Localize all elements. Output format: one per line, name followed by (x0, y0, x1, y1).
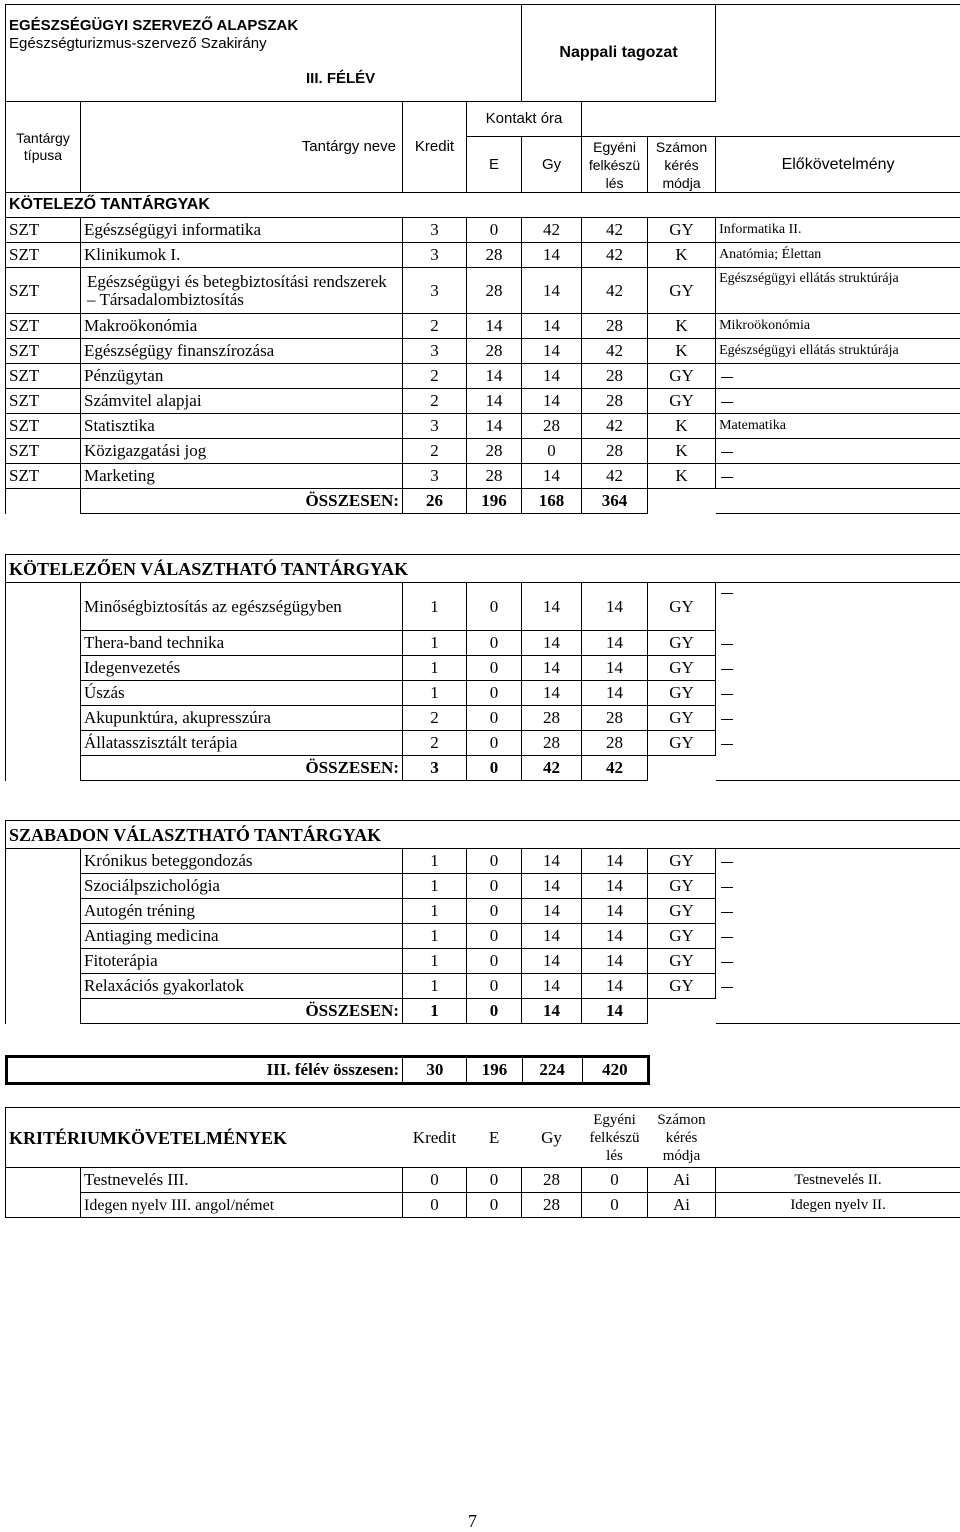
mandatory-total-gy: 168 (522, 489, 582, 514)
subject-e: 14 (467, 389, 522, 414)
subject-exam: GY (648, 949, 716, 974)
subject-prereq (716, 364, 960, 389)
table-row (6, 1193, 960, 1218)
subject-name: Akupunktúra, akupresszúra (81, 706, 403, 731)
subject-gy: 14 (522, 949, 582, 974)
row-spacer (6, 924, 81, 949)
subject-prereq (716, 631, 960, 656)
subject-type: SZT (6, 414, 81, 439)
subject-exam: GY (648, 924, 716, 949)
criteria-rows (6, 1168, 960, 1218)
subject-e: 0 (467, 631, 522, 656)
subject-e: 0 (467, 924, 522, 949)
free-total-e: 0 (467, 999, 522, 1024)
program-title-cell (6, 5, 522, 102)
table-row (6, 268, 960, 314)
subject-prereq (716, 389, 960, 414)
subject-credit: 2 (403, 314, 467, 339)
subject-prereq: Egészségügyi ellátás struktúrája (716, 268, 960, 314)
table-row (6, 899, 960, 924)
row-spacer (6, 631, 81, 656)
subject-type: SZT (6, 389, 81, 414)
table-row (6, 243, 960, 268)
subject-gy: 28 (522, 414, 582, 439)
row-spacer (6, 849, 81, 874)
subject-self: 14 (582, 583, 648, 631)
subject-name: Antiaging medicina (81, 924, 403, 949)
subject-name: Szociálpszichológia (81, 874, 403, 899)
subject-prereq (716, 656, 960, 681)
subject-exam: GY (648, 631, 716, 656)
subject-gy: 14 (522, 849, 582, 874)
subject-gy: 14 (522, 681, 582, 706)
subject-exam: K (648, 339, 716, 364)
subject-e: 28 (467, 339, 522, 364)
study-mode: Nappali tagozat (522, 5, 716, 102)
table-row (6, 1168, 960, 1193)
subject-self: 14 (582, 899, 648, 924)
criteria-col-exam: Számon kérés módja (648, 1108, 716, 1168)
subject-self: 28 (582, 364, 648, 389)
dash-mark (721, 644, 733, 645)
subject-e: 0 (467, 899, 522, 924)
subject-gy: 14 (522, 631, 582, 656)
subject-prereq: Testnevelés II. (716, 1168, 960, 1193)
subject-e: 0 (467, 218, 522, 243)
subject-credit: 3 (403, 268, 467, 314)
subject-e: 14 (467, 364, 522, 389)
subject-prereq (716, 849, 960, 874)
subject-self: 42 (582, 414, 648, 439)
subject-prereq (716, 464, 960, 489)
subject-prereq: Mikroökonómia (716, 314, 960, 339)
col-gy-header: Gy (522, 137, 582, 193)
subject-gy: 14 (522, 389, 582, 414)
row-spacer (6, 1168, 81, 1193)
table-row (6, 974, 960, 999)
page-number: 7 (468, 1511, 477, 1532)
subject-e: 0 (467, 1168, 522, 1193)
subject-e: 0 (467, 974, 522, 999)
mandatory-section-title: KÖTELEZŐ TANTÁRGYAK (6, 193, 960, 218)
subject-credit: 2 (403, 731, 467, 756)
subject-gy: 14 (522, 874, 582, 899)
subject-self: 42 (582, 243, 648, 268)
subject-prereq (716, 949, 960, 974)
subject-gy: 0 (522, 439, 582, 464)
subject-e: 0 (467, 656, 522, 681)
subject-self: 14 (582, 949, 648, 974)
table-row (6, 218, 960, 243)
table-row (6, 339, 960, 364)
free-section-title: SZABADON VÁLASZTHATÓ TANTÁRGYAK (6, 821, 960, 849)
subject-self: 28 (582, 731, 648, 756)
subject-self: 28 (582, 314, 648, 339)
table-row (6, 464, 960, 489)
subject-e: 28 (467, 464, 522, 489)
subject-exam: GY (648, 583, 716, 631)
subject-gy: 28 (522, 1193, 582, 1218)
criteria-col-e: E (467, 1108, 522, 1168)
dash-mark (721, 912, 733, 913)
subject-name: Krónikus beteggondozás (81, 849, 403, 874)
dash-mark (721, 719, 733, 720)
elective-total-credit: 3 (403, 756, 467, 781)
subject-exam: GY (648, 389, 716, 414)
subject-gy: 14 (522, 899, 582, 924)
dash-mark (721, 887, 733, 888)
subject-self: 14 (582, 656, 648, 681)
subject-name: Makroökonómia (81, 314, 403, 339)
subject-gy: 28 (522, 1168, 582, 1193)
dash-mark (721, 477, 733, 478)
table-row (6, 874, 960, 899)
program-specialization: Egészségturizmus-szervező Szakirány (9, 35, 518, 53)
subject-prereq (716, 974, 960, 999)
col-type-header: Tantárgy típusa (6, 102, 81, 193)
elective-section-title: KÖTELEZŐEN VÁLASZTHATÓ TANTÁRGYAK (6, 555, 960, 583)
subject-self: 14 (582, 681, 648, 706)
subject-self: 42 (582, 339, 648, 364)
subject-prereq (716, 874, 960, 899)
semester-total-table (5, 1055, 650, 1085)
subject-name: Fitoterápia (81, 949, 403, 974)
subject-credit: 1 (403, 899, 467, 924)
subject-e: 0 (467, 874, 522, 899)
subject-credit: 3 (403, 218, 467, 243)
table-row (6, 924, 960, 949)
dash-mark (721, 377, 733, 378)
subject-exam: K (648, 243, 716, 268)
dash-mark (721, 937, 733, 938)
subject-credit: 2 (403, 364, 467, 389)
subject-exam: GY (648, 656, 716, 681)
subject-exam: GY (648, 849, 716, 874)
dash-mark (721, 862, 733, 863)
subject-name: Statisztika (81, 414, 403, 439)
row-spacer (6, 974, 81, 999)
table-row (6, 364, 960, 389)
subject-self: 0 (582, 1168, 648, 1193)
subject-name: Egészségügyi informatika (81, 218, 403, 243)
subject-name: Idegen nyelv III. angol/német (81, 1193, 403, 1218)
subject-type: SZT (6, 218, 81, 243)
subject-name: Úszás (81, 681, 403, 706)
subject-type: SZT (6, 243, 81, 268)
row-spacer (6, 706, 81, 731)
mandatory-subjects-table (5, 4, 960, 514)
table-row (6, 314, 960, 339)
subject-credit: 1 (403, 631, 467, 656)
row-spacer (6, 1193, 81, 1218)
subject-prereq (716, 899, 960, 924)
table-row (6, 414, 960, 439)
dash-mark (721, 669, 733, 670)
subject-credit: 2 (403, 389, 467, 414)
table-row (6, 439, 960, 464)
free-total-self: 14 (582, 999, 648, 1024)
subject-credit: 1 (403, 681, 467, 706)
subject-e: 28 (467, 268, 522, 314)
subject-e: 0 (467, 731, 522, 756)
table-row (6, 631, 960, 656)
dash-mark (721, 987, 733, 988)
subject-prereq: Informatika II. (716, 218, 960, 243)
subject-credit: 3 (403, 243, 467, 268)
mandatory-total-e: 196 (467, 489, 522, 514)
subject-e: 28 (467, 243, 522, 268)
subject-prereq: Matematika (716, 414, 960, 439)
subject-type: SZT (6, 464, 81, 489)
table-row (6, 949, 960, 974)
subject-e: 0 (467, 706, 522, 731)
mandatory-rows (6, 218, 960, 489)
criteria-title: KRITÉRIUMKÖVETELMÉNYEK (6, 1108, 403, 1168)
subject-gy: 14 (522, 656, 582, 681)
subject-self: 28 (582, 389, 648, 414)
subject-self: 14 (582, 631, 648, 656)
semester-total-e: 196 (467, 1057, 522, 1084)
subject-e: 14 (467, 314, 522, 339)
subject-credit: 1 (403, 924, 467, 949)
subject-gy: 14 (522, 974, 582, 999)
elective-total-e: 0 (467, 756, 522, 781)
subject-e: 0 (467, 849, 522, 874)
criteria-col-gy: Gy (522, 1108, 582, 1168)
subject-credit: 1 (403, 583, 467, 631)
subject-gy: 14 (522, 243, 582, 268)
program-title: EGÉSZSÉGÜGYI SZERVEZŐ ALAPSZAK (9, 17, 518, 35)
subject-prereq: Idegen nyelv II. (716, 1193, 960, 1218)
subject-name: Thera-band technika (81, 631, 403, 656)
row-spacer (6, 949, 81, 974)
subject-gy: 14 (522, 268, 582, 314)
elective-total-label: ÖSSZESEN: (81, 756, 403, 781)
table-row (6, 389, 960, 414)
subject-credit: 2 (403, 706, 467, 731)
subject-exam: K (648, 414, 716, 439)
subject-prereq: Egészségügyi ellátás struktúrája (716, 339, 960, 364)
subject-type: SZT (6, 314, 81, 339)
table-row (6, 656, 960, 681)
subject-credit: 1 (403, 974, 467, 999)
subject-exam: GY (648, 218, 716, 243)
subject-credit: 1 (403, 656, 467, 681)
contact-hours-header: Kontakt óra (467, 102, 582, 137)
subject-type: SZT (6, 364, 81, 389)
free-subjects-table (5, 820, 960, 1024)
criteria-col-credit: Kredit (403, 1108, 467, 1168)
semester-total-label: III. félév összesen: (7, 1057, 403, 1084)
subject-name: Állatasszisztált terápia (81, 731, 403, 756)
col-exam-header: Számon kérés módja (648, 137, 716, 193)
subject-name: Relaxációs gyakorlatok (81, 974, 403, 999)
table-row (6, 849, 960, 874)
elective-subjects-table (5, 554, 960, 781)
subject-exam: K (648, 314, 716, 339)
elective-rows (6, 583, 960, 756)
subject-prereq (716, 924, 960, 949)
table-row (6, 706, 960, 731)
row-spacer (6, 899, 81, 924)
subject-name: Idegenvezetés (81, 656, 403, 681)
subject-gy: 28 (522, 731, 582, 756)
subject-prereq (716, 731, 960, 756)
row-spacer (6, 874, 81, 899)
subject-exam: GY (648, 731, 716, 756)
subject-gy: 28 (522, 706, 582, 731)
subject-credit: 0 (403, 1193, 467, 1218)
row-spacer (6, 731, 81, 756)
dash-mark (721, 744, 733, 745)
subject-self: 14 (582, 849, 648, 874)
col-credit-header: Kredit (403, 102, 467, 193)
subject-credit: 0 (403, 1168, 467, 1193)
dash-mark (721, 402, 733, 403)
row-spacer (6, 681, 81, 706)
semester-total-self: 420 (582, 1057, 648, 1084)
row-spacer (6, 656, 81, 681)
subject-name: Egészségügyi és betegbiztosítási rendszerek – Társadalombiztosítás (81, 268, 403, 314)
col-name-header: Tantárgy neve (81, 102, 403, 193)
free-total-credit: 1 (403, 999, 467, 1024)
subject-credit: 3 (403, 464, 467, 489)
subject-exam: GY (648, 681, 716, 706)
table-row (6, 731, 960, 756)
subject-e: 0 (467, 949, 522, 974)
subject-credit: 1 (403, 949, 467, 974)
subject-gy: 14 (522, 583, 582, 631)
subject-credit: 1 (403, 874, 467, 899)
criteria-col-self: Egyéni felkészü lés (582, 1108, 648, 1168)
subject-exam: GY (648, 899, 716, 924)
subject-name: Marketing (81, 464, 403, 489)
subject-e: 0 (467, 1193, 522, 1218)
table-row (6, 583, 960, 631)
subject-exam: GY (648, 706, 716, 731)
subject-exam: GY (648, 874, 716, 899)
subject-name: Számvitel alapjai (81, 389, 403, 414)
subject-self: 14 (582, 974, 648, 999)
row-spacer (6, 583, 81, 631)
criteria-table (5, 1107, 960, 1218)
subject-gy: 14 (522, 924, 582, 949)
subject-credit: 3 (403, 339, 467, 364)
free-total-label: ÖSSZESEN: (81, 999, 403, 1024)
subject-gy: 14 (522, 314, 582, 339)
subject-name: Minőségbiztosítás az egészségügyben (81, 583, 403, 631)
subject-name: Pénzügytan (81, 364, 403, 389)
dash-mark (721, 452, 733, 453)
subject-self: 0 (582, 1193, 648, 1218)
subject-name: Közigazgatási jog (81, 439, 403, 464)
col-self-header: Egyéni felkészü lés (582, 137, 648, 193)
subject-name: Autogén tréning (81, 899, 403, 924)
subject-e: 28 (467, 439, 522, 464)
subject-prereq (716, 439, 960, 464)
mandatory-total-credit: 26 (403, 489, 467, 514)
dash-mark (721, 593, 733, 594)
subject-gy: 14 (522, 364, 582, 389)
subject-self: 42 (582, 268, 648, 314)
subject-self: 14 (582, 874, 648, 899)
elective-total-gy: 42 (522, 756, 582, 781)
subject-type: SZT (6, 268, 81, 314)
subject-credit: 2 (403, 439, 467, 464)
subject-credit: 3 (403, 414, 467, 439)
subject-name: Testnevelés III. (81, 1168, 403, 1193)
subject-self: 42 (582, 464, 648, 489)
subject-exam: Ai (648, 1193, 716, 1218)
subject-gy: 14 (522, 339, 582, 364)
free-total-gy: 14 (522, 999, 582, 1024)
subject-exam: K (648, 464, 716, 489)
semester-total-gy: 224 (522, 1057, 582, 1084)
subject-type: SZT (6, 439, 81, 464)
subject-prereq (716, 583, 960, 631)
subject-e: 14 (467, 414, 522, 439)
free-rows (6, 849, 960, 999)
elective-total-self: 42 (582, 756, 648, 781)
subject-credit: 1 (403, 849, 467, 874)
subject-type: SZT (6, 339, 81, 364)
semester-total-credit: 30 (403, 1057, 467, 1084)
subject-prereq (716, 681, 960, 706)
subject-name: Klinikumok I. (81, 243, 403, 268)
subject-e: 0 (467, 681, 522, 706)
subject-exam: K (648, 439, 716, 464)
mandatory-total-self: 364 (582, 489, 648, 514)
subject-gy: 14 (522, 464, 582, 489)
col-e-header: E (467, 137, 522, 193)
subject-self: 42 (582, 218, 648, 243)
subject-e: 0 (467, 583, 522, 631)
subject-exam: GY (648, 364, 716, 389)
subject-self: 14 (582, 924, 648, 949)
subject-prereq: Anatómia; Élettan (716, 243, 960, 268)
table-row (6, 681, 960, 706)
dash-mark (721, 962, 733, 963)
subject-self: 28 (582, 439, 648, 464)
col-prereq-header: Előkövetelmény (716, 137, 960, 193)
semester-label: III. FÉLÉV (306, 70, 375, 88)
mandatory-total-label: ÖSSZESEN: (81, 489, 403, 514)
subject-self: 28 (582, 706, 648, 731)
subject-exam: Ai (648, 1168, 716, 1193)
subject-exam: GY (648, 268, 716, 314)
subject-gy: 42 (522, 218, 582, 243)
subject-name: Egészségügy finanszírozása (81, 339, 403, 364)
subject-exam: GY (648, 974, 716, 999)
subject-prereq (716, 706, 960, 731)
dash-mark (721, 694, 733, 695)
